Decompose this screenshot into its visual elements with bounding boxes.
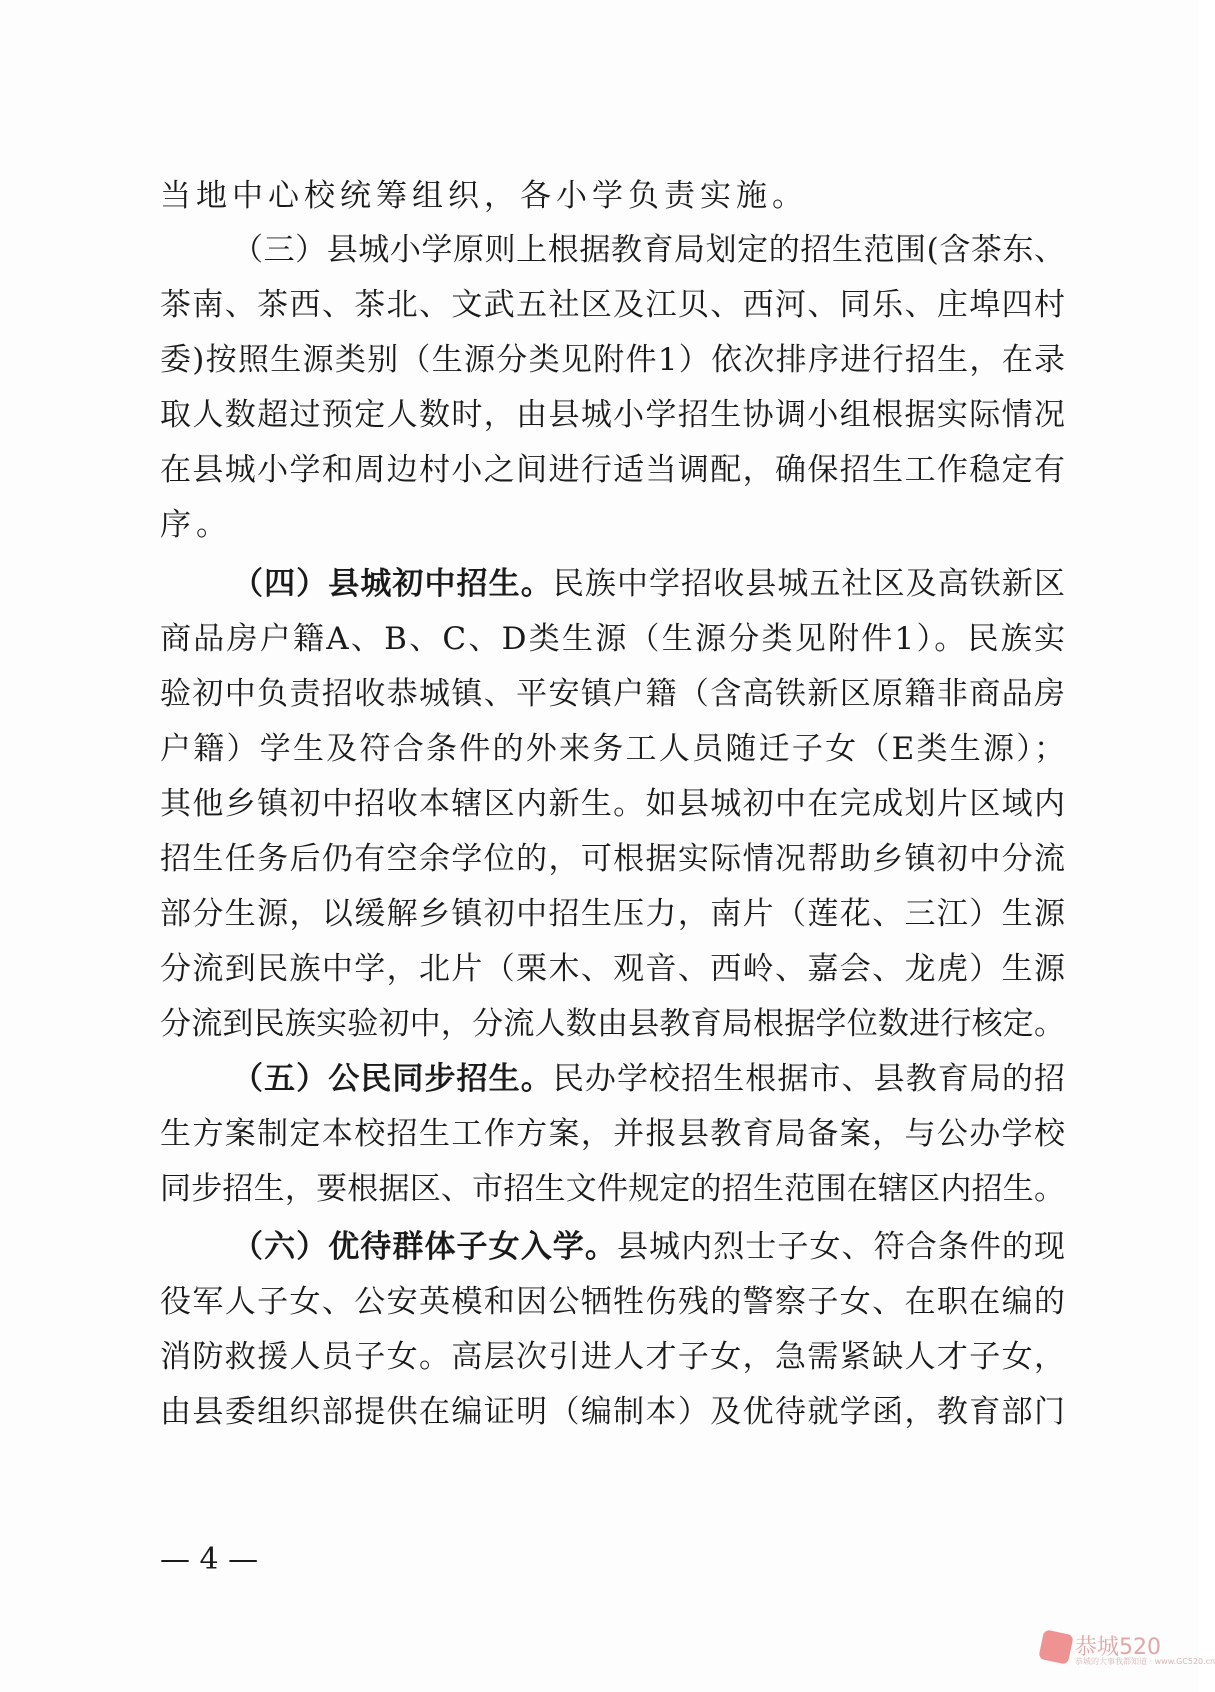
text-line: 役军人子女、公安英模和因公牺牲伤残的警察子女、在职在编的 (160, 1284, 1065, 1320)
text-line: 由县委组织部提供在编证明（编制本）及优待就学函，教育部门 (160, 1394, 1065, 1430)
section-3-heading-line: （三）县城小学原则上根据教育局划定的招生范围(含茶东、 (232, 232, 1066, 268)
text-line: 验初中负责招收恭城镇、平安镇户籍（含高铁新区原籍非商品房 (160, 676, 1065, 712)
text-line: 部分生源，以缓解乡镇初中招生压力，南片（莲花、三江）生源 (160, 896, 1065, 932)
watermark (1041, 1630, 1215, 1670)
text-line: 当地中心校统筹组织，各小学负责实施。 (160, 178, 808, 214)
watermark-logo-icon (1038, 1629, 1074, 1665)
text-line: 消防救援人员子女。高层次引进人才子女，急需紧缺人才子女， (160, 1339, 1065, 1375)
text-line: 在县城小学和周边村小之间进行适当调配，确保招生工作稳定有 (160, 452, 1065, 488)
text-line: 户籍）学生及符合条件的外来务工人员随迁子女（E类生源）； (160, 731, 1065, 767)
watermark-subtitle: 恭城的大事我都知道 · www.GC520.cn (1075, 1657, 1215, 1666)
text-line: 商品房户籍A、B、C、D类生源（生源分类见附件1）。民族实 (160, 621, 1065, 657)
text-line: 生方案制定本校招生工作方案，并报县教育局备案，与公办学校 (160, 1116, 1065, 1152)
text-line: 同步招生，要根据区、市招生文件规定的招生范围在辖区内招生。 (160, 1171, 1065, 1207)
section-4-heading-line: （四）县城初中招生。民族中学招收县城五社区及高铁新区 (232, 566, 1066, 602)
text-line: 序。 (160, 507, 232, 543)
text-line: 招生任务后仍有空余学位的，可根据实际情况帮助乡镇初中分流 (160, 841, 1065, 877)
text-line: 分流到民族中学，北片（栗木、观音、西岭、嘉会、龙虎）生源 (160, 951, 1065, 987)
text-line: 分流到民族实验初中，分流人数由县教育局根据学位数进行核定。 (160, 1006, 1065, 1042)
text-line: 委)按照生源类别（生源分类见附件1）依次排序进行招生，在录 (160, 342, 1065, 378)
text-line: 茶南、茶西、茶北、文武五社区及江贝、西河、同乐、庄埠四村 (160, 287, 1065, 323)
section-6-heading-line: （六）优待群体子女入学。县城内烈士子女、符合条件的现 (232, 1229, 1066, 1265)
text-line: 取人数超过预定人数时，由县城小学招生协调小组根据实际情况 (160, 397, 1065, 433)
watermark-brand: 恭城520 (1075, 1635, 1161, 1660)
page-number: — 4 — (160, 1542, 259, 1577)
text-line: 其他乡镇初中招收本辖区内新生。如县城初中在完成划片区域内 (160, 786, 1065, 822)
section-5-heading-line: （五）公民同步招生。民办学校招生根据市、县教育局的招 (232, 1061, 1066, 1097)
